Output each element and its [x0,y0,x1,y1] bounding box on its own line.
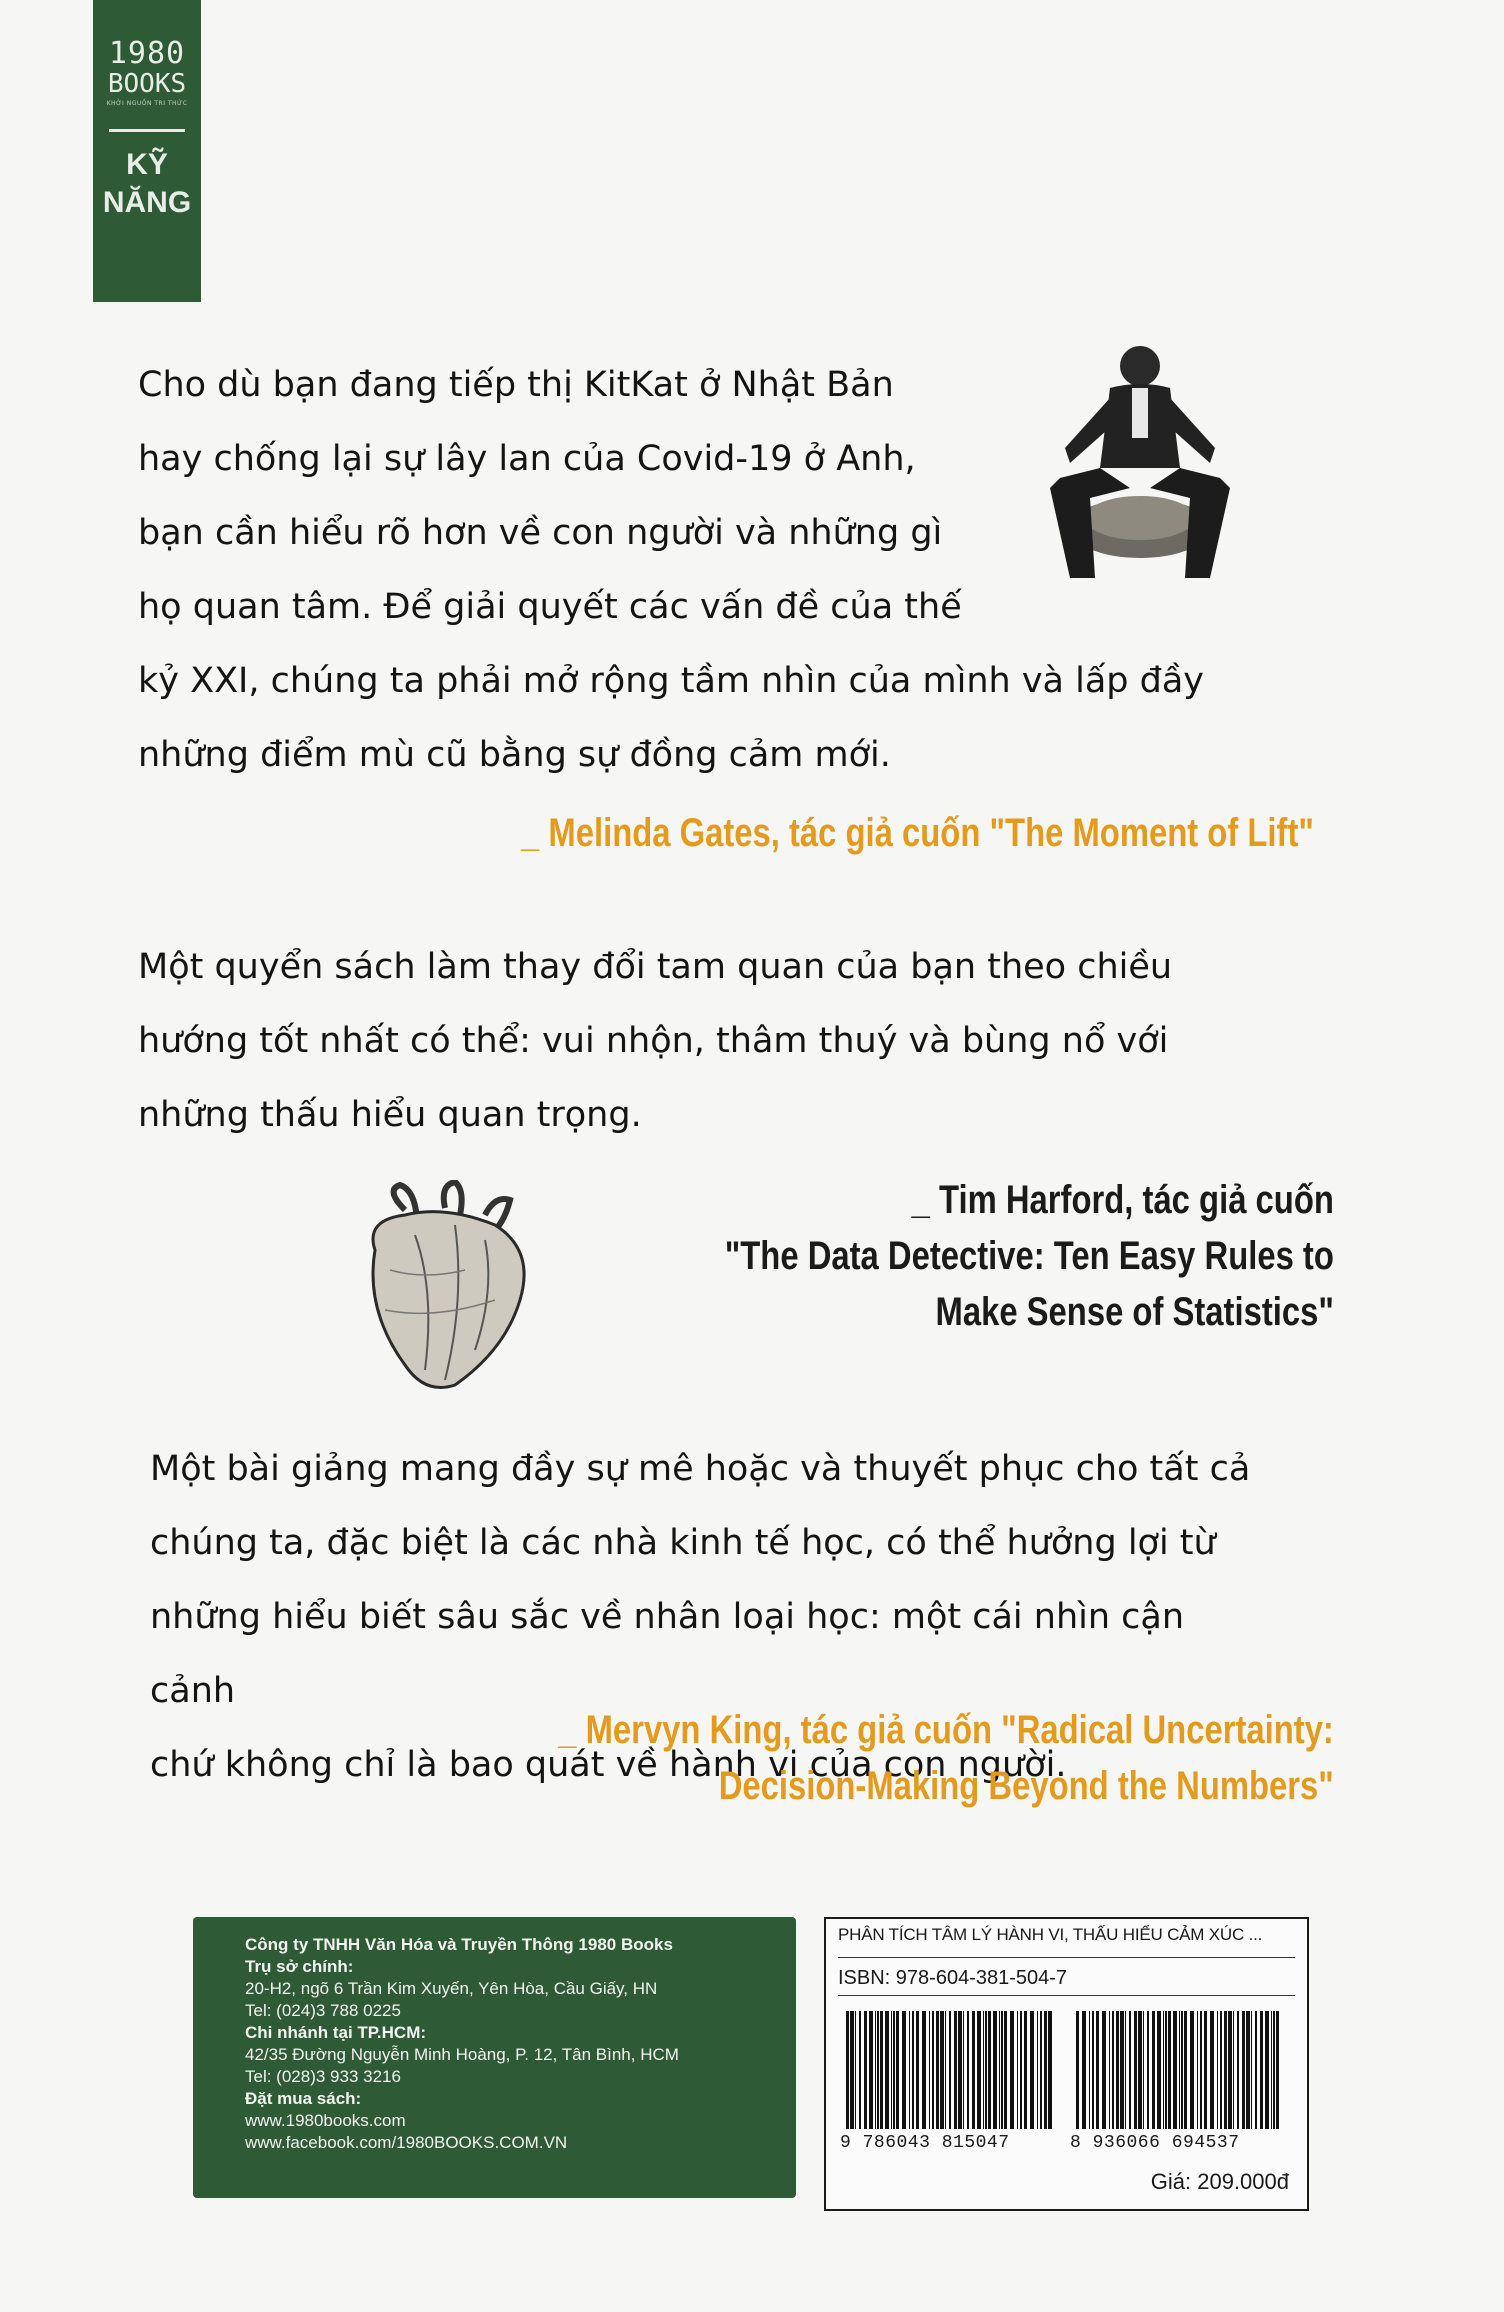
order-label: Đặt mua sách: [245,2089,362,2108]
barcode-bar [1152,2011,1155,2129]
barcode-bar [1024,2011,1027,2129]
quote-line: Cho dù bạn đang tiếp thị KitKat ở Nhật Bản [138,365,894,405]
barcode-bar [1228,2011,1232,2129]
barcode-divider [838,1957,1295,1958]
publisher-company: Công ty TNHH Văn Hóa và Truyền Thông 1980 Books [245,1935,673,1954]
barcode-bar [1246,2011,1250,2129]
quote-line: chúng ta, đặc biệt là các nhà kinh tế học, có thể hưởng lợi từ [150,1523,1216,1563]
barcode-bar [1138,2011,1142,2129]
anatomical-heart-illustration [345,1180,545,1400]
barcode-bar [902,2011,906,2129]
barcode-bar [1200,2011,1202,2129]
barcode-bar [909,2011,910,2129]
barcode-bar [1037,2011,1038,2129]
category-line2: NĂNG [102,186,192,219]
barcode-bar [1255,2011,1257,2129]
barcode-bar [912,2011,914,2129]
barcode-bar [940,2011,944,2129]
hq-label: Trụ sở chính: [245,1957,354,1976]
barcode-bar [1197,2011,1198,2129]
attribution-line: _ Tim Harford, tác giả cuốn [911,1178,1334,1222]
barcode-bar [1143,2011,1144,2129]
barcode-bar [875,2011,876,2129]
barcode-bar [936,2011,939,2129]
attribution-line: Decision-Making Beyond the Numbers" [718,1764,1334,1808]
barcode-bar [1001,2011,1003,2129]
barcode-bar [1089,2011,1090,2129]
barcode-bar [929,2011,930,2129]
barcode-bar [1260,2011,1263,2129]
barcode-bar [1120,2011,1124,2129]
barcode-bar [1157,2011,1161,2129]
barcode-bar [1109,2011,1110,2129]
barcode-bar [1116,2011,1119,2129]
barcode-bar [869,2011,873,2129]
barcode-bar [1242,2011,1245,2129]
barcode-bar [1276,2011,1279,2129]
barcode-bar [967,2011,969,2129]
barcode-bar [1017,2011,1018,2129]
attribution-line: "The Data Detective: Ten Easy Rules to [724,1234,1334,1278]
publisher-badge [93,0,201,302]
quote-line: kỷ XXI, chúng ta phải mở rộng tầm nhìn của mình và lấp đầy [138,661,1204,701]
barcode-bar [1134,2011,1137,2129]
barcode-bar [1233,2011,1234,2129]
barcode-bar [1048,2011,1052,2129]
branch-address: 42/35 Đường Nguyễn Minh Hoàng, P. 12, Tân Bình, HCM [245,2045,679,2064]
barcode-bar [1092,2011,1094,2129]
publisher-info-box [193,1917,796,2198]
branch-tel: Tel: (028)3 933 3216 [245,2067,401,2086]
barcode-box [824,1917,1309,2211]
quote-line: Một quyển sách làm thay đổi tam quan của bạn theo chiều [138,947,1173,987]
barcode-bar [1040,2011,1042,2129]
barcode-bar [1168,2011,1171,2129]
barcode-isbn [846,2011,1053,2129]
brand-1980: 1980 [108,36,186,71]
barcode-bar [1217,2011,1218,2129]
barcode-bar [1220,2011,1222,2129]
barcode-bar [1102,2011,1106,2129]
barcode-bar [922,2011,926,2129]
quote-line: hay chống lại sự lây lan của Covid-19 ở Anh, [138,439,916,479]
barcode-bar [1273,2011,1275,2129]
barcode-bar [864,2011,867,2129]
barcode-bar [1010,2011,1014,2129]
attribution-3 [558,1702,1334,1814]
barcode-bar [1076,2011,1079,2129]
barcode-bar [1096,2011,1099,2129]
barcode-bar [896,2011,899,2129]
barcode-bar [877,2011,879,2129]
quote-line: những hiểu biết sâu sắc về nhân loại học: một cái nhìn cận cảnh [150,1597,1185,1711]
barcode-bar [893,2011,895,2129]
brand-tagline: KHỞI NGUỒN TRI THỨC [106,100,188,107]
barcode-bar [1129,2011,1131,2129]
barcode-bar [855,2011,856,2129]
badge-divider [109,129,185,132]
quote-2 [138,930,1258,1152]
barcode-bar [972,2011,975,2129]
barcode-bar [1210,2011,1214,2129]
barcode-bar [963,2011,964,2129]
barcode-bar [983,2011,984,2129]
barcode-digits-1: 9 786043 815047 [840,2133,1010,2153]
branch-label: Chi nhánh tại TP.HCM: [245,2023,427,2042]
barcode-bar [1163,2011,1164,2129]
barcode-bar [985,2011,987,2129]
barcode-bar [846,2011,849,2129]
attribution-1 [521,805,1314,861]
barcode-bar [916,2011,919,2129]
barcode-bar [1204,2011,1207,2129]
quote-line: những điểm mù cũ bằng sự đồng cảm mới. [138,735,891,775]
barcode-bar [1030,2011,1034,2129]
website-link[interactable]: www.1980books.com [245,2111,406,2130]
barcode-bar [954,2011,957,2129]
isbn-text: ISBN: 978-604-381-504-7 [838,1967,1068,1989]
barcode-bar [1173,2011,1177,2129]
barcode-bar [1179,2011,1180,2129]
barcode-divider [838,1995,1295,1996]
barcode-bar [1237,2011,1239,2129]
quote-line: họ quan tâm. Để giải quyết các vấn đề của thế [138,587,962,627]
barcode-bar [880,2011,883,2129]
barcode-bar [1020,2011,1022,2129]
barcode-bar [850,2011,854,2129]
quote-line: Một bài giảng mang đầy sự mê hoặc và thuyết phục cho tất cả [150,1449,1251,1489]
barcode-digits-2: 8 936066 694537 [1070,2133,1240,2153]
quote-line: những thấu hiểu quan trọng. [138,1095,642,1135]
barcode-bar [1271,2011,1272,2129]
barcode-bar [1004,2011,1007,2129]
barcode-bar [977,2011,981,2129]
category-line1: KỸ [126,148,168,181]
quote-line: chứ không chỉ là bao quát về hành vi của con người. [150,1745,1067,1785]
barcode-bar [1251,2011,1252,2129]
barcode-bar [958,2011,962,2129]
barcode-bar [1224,2011,1227,2129]
man-on-chair-illustration [1040,328,1240,588]
barcode-header: PHÂN TÍCH TÂM LÝ HÀNH VI, THẤU HIỂU CẢM XÚC ... [838,1925,1263,1944]
attribution-2 [725,1172,1334,1340]
barcode-bar [999,2011,1000,2129]
barcode-bar [859,2011,861,2129]
barcode-bar [885,2011,889,2129]
attribution-line: Make Sense of Statistics" [935,1290,1334,1334]
attribution-line: _ Melinda Gates, tác giả cuốn "The Moment of Lift" [521,811,1314,855]
barcode-ean [1076,2011,1281,2129]
hq-tel: Tel: (024)3 788 0225 [245,2001,401,2020]
attribution-line: _ Mervyn King, tác giả cuốn "Radical Uncertainty: [558,1708,1334,1752]
barcode-bar [1044,2011,1047,2129]
brand-books: BOOKS [107,69,187,99]
barcode-bar [1125,2011,1126,2129]
barcode-bar [1082,2011,1086,2129]
barcode-bar [988,2011,991,2129]
hq-address: 20-H2, ngõ 6 Trần Kim Xuyến, Yên Hòa, Cầu Giấy, HN [245,1979,658,1998]
barcode-bar [1165,2011,1167,2129]
quote-line: hướng tốt nhất có thể: vui nhộn, thâm thuý và bùng nổ với [138,1021,1169,1061]
facebook-link[interactable]: www.facebook.com/1980BOOKS.COM.VN [245,2133,568,2152]
barcode-bar [891,2011,892,2129]
quote-line: bạn cần hiểu rõ hơn về con người và những gì [138,513,943,553]
price-label: Giá: 209.000đ [1150,2169,1289,2194]
barcode-bar [1265,2011,1269,2129]
barcode-bar [1181,2011,1183,2129]
barcode-bar [1190,2011,1194,2129]
barcode-bar [1147,2011,1149,2129]
barcode-bar [949,2011,951,2129]
barcode-bar [945,2011,946,2129]
barcode-bar [1184,2011,1187,2129]
barcode-bar [1112,2011,1114,2129]
barcode-bar [993,2011,997,2129]
barcode-bar [932,2011,934,2129]
